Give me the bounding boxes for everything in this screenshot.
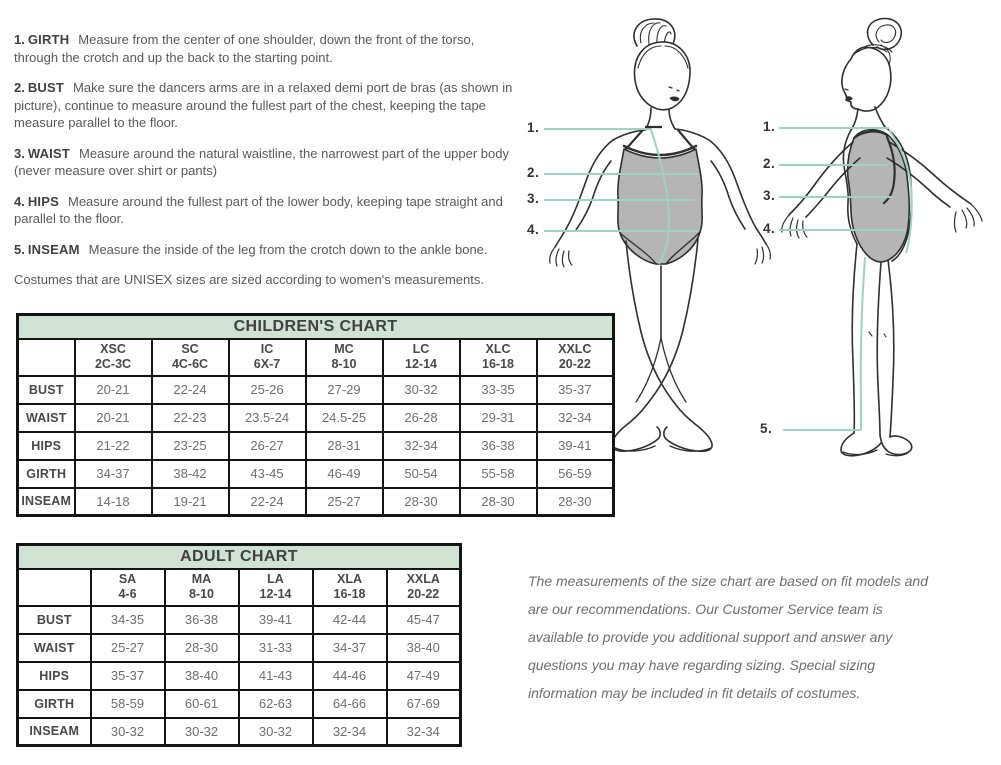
table-cell: 28-30 xyxy=(537,488,614,516)
table-cell: 38-40 xyxy=(165,662,239,690)
front-callout-1: 1. xyxy=(527,120,540,135)
instruction-text: Measure around the natural waistline, the narrowest part of the upper body (never measure over shirt or pants) xyxy=(14,145,509,178)
size-code: LA xyxy=(267,572,284,586)
size-code: SA xyxy=(118,572,137,586)
column-header xyxy=(152,339,229,376)
table-cell: 64-66 xyxy=(313,690,387,718)
row-label: HIPS xyxy=(18,662,91,690)
size-range: 4-6 xyxy=(118,587,137,601)
table-cell: 30-32 xyxy=(239,718,313,746)
size-range: 20-22 xyxy=(407,587,440,601)
instruction-number: 5. xyxy=(14,241,25,257)
instruction-text: Measure around the fullest part of the lower body, keeping tape straight and parallel to the floor. xyxy=(14,193,503,226)
front-callout-2: 2. xyxy=(527,165,540,180)
table-row-girth xyxy=(18,460,614,488)
row-label: WAIST xyxy=(18,404,75,432)
size-range: 2C-3C xyxy=(94,357,132,371)
column-header xyxy=(165,569,239,606)
row-label: WAIST xyxy=(18,634,91,662)
table-row-hips xyxy=(18,662,461,690)
table-cell: 41-43 xyxy=(239,662,313,690)
column-header xyxy=(383,339,460,376)
table-cell: 32-34 xyxy=(387,718,461,746)
corner-cell xyxy=(18,339,75,376)
size-range: 16-18 xyxy=(482,357,514,371)
side-head xyxy=(842,47,891,111)
table-cell: 14-18 xyxy=(75,488,152,516)
adult-chart-header-row xyxy=(18,569,461,606)
instruction-hips xyxy=(14,193,518,228)
column-header xyxy=(91,569,165,606)
instruction-text: Make sure the dancers arms are in a relaxed demi port de bras (as shown in picture), continue to measure around the fullest part of the chest, keeping the tape measure parallel to the floor. xyxy=(14,80,513,130)
size-code: XLA xyxy=(337,572,362,586)
corner-cell xyxy=(18,569,91,606)
table-cell: 56-59 xyxy=(537,460,614,488)
adult-chart-title: ADULT CHART xyxy=(18,545,461,569)
size-code: LC xyxy=(412,342,430,356)
table-cell: 28-30 xyxy=(165,634,239,662)
instruction-label: HIPS xyxy=(27,193,59,209)
size-range: 4C-6C xyxy=(171,357,209,371)
instruction-number: 4. xyxy=(14,193,25,209)
size-code: XXLC xyxy=(558,342,592,356)
table-cell: 60-61 xyxy=(165,690,239,718)
side-callout-2: 2. xyxy=(763,156,776,171)
size-code: SC xyxy=(181,342,199,356)
table-cell: 30-32 xyxy=(165,718,239,746)
instruction-label: INSEAM xyxy=(27,241,80,257)
instruction-text: Measure the inside of the leg from the crotch down to the ankle bone. xyxy=(88,241,488,257)
table-cell: 38-42 xyxy=(152,460,229,488)
side-slipper-back xyxy=(880,435,912,455)
table-cell: 44-46 xyxy=(313,662,387,690)
front-head xyxy=(635,42,691,110)
table-cell: 47-49 xyxy=(387,662,461,690)
table-cell: 23-25 xyxy=(152,432,229,460)
table-cell: 25-27 xyxy=(306,488,383,516)
table-row-waist xyxy=(18,404,614,432)
size-range: 16-18 xyxy=(333,587,366,601)
table-cell: 28-31 xyxy=(306,432,383,460)
childrens-chart-header-row xyxy=(18,339,614,376)
table-cell: 23.5-24 xyxy=(229,404,306,432)
table-row-inseam xyxy=(18,488,614,516)
instruction-waist xyxy=(14,145,518,180)
size-range: 12-14 xyxy=(259,587,292,601)
side-callout-1: 1. xyxy=(763,119,776,134)
size-code: MA xyxy=(191,572,212,586)
table-cell: 21-22 xyxy=(75,432,152,460)
size-range: 8-10 xyxy=(331,357,357,371)
table-cell: 43-45 xyxy=(229,460,306,488)
table-cell: 32-34 xyxy=(383,432,460,460)
table-cell: 39-41 xyxy=(537,432,614,460)
table-cell: 36-38 xyxy=(460,432,537,460)
unisex-note: Costumes that are UNISEX sizes are sized according to women's measurements. xyxy=(14,272,484,287)
front-callout-3: 3. xyxy=(527,191,540,206)
instruction-bust xyxy=(14,79,518,132)
size-range: 12-14 xyxy=(405,357,437,371)
table-cell: 67-69 xyxy=(387,690,461,718)
row-label: GIRTH xyxy=(18,690,91,718)
childrens-chart-title: CHILDREN'S CHART xyxy=(18,315,614,339)
table-cell: 30-32 xyxy=(91,718,165,746)
size-code: IC xyxy=(260,342,274,356)
column-header xyxy=(229,339,306,376)
side-slipper-front xyxy=(841,433,881,456)
table-cell: 39-41 xyxy=(239,606,313,634)
table-row-inseam xyxy=(18,718,461,746)
table-cell: 27-29 xyxy=(306,376,383,404)
table-cell: 22-24 xyxy=(152,376,229,404)
side-callout-5: 5. xyxy=(760,421,773,436)
size-code: XLC xyxy=(485,342,511,356)
table-row-girth xyxy=(18,690,461,718)
row-label: GIRTH xyxy=(18,460,75,488)
table-cell: 32-34 xyxy=(537,404,614,432)
instruction-label: GIRTH xyxy=(27,32,70,47)
childrens-size-chart xyxy=(16,313,615,517)
table-row-bust xyxy=(18,376,614,404)
column-header xyxy=(537,339,614,376)
column-header xyxy=(75,339,152,376)
table-cell: 28-30 xyxy=(460,488,537,516)
table-cell: 46-49 xyxy=(306,460,383,488)
instruction-number: 2. xyxy=(14,80,25,95)
sizing-footnote: The measurements of the size chart are based on fit models and are our recommendations. Our Customer Service team is available to provide you additional support and answer any questions you may have regarding sizing. Special sizing information may be included in fit details of costumes. xyxy=(528,573,928,701)
column-header xyxy=(460,339,537,376)
table-cell: 22-23 xyxy=(152,404,229,432)
instruction-label: WAIST xyxy=(27,145,71,161)
table-cell: 42-44 xyxy=(313,606,387,634)
size-code: MC xyxy=(334,342,354,356)
table-cell: 33-35 xyxy=(460,376,537,404)
table-cell: 55-58 xyxy=(460,460,537,488)
front-leotard xyxy=(618,149,702,264)
adult-size-chart xyxy=(16,543,462,747)
size-code: XSC xyxy=(100,342,126,356)
table-cell: 35-37 xyxy=(537,376,614,404)
dancer-side-drawing xyxy=(782,19,982,456)
table-cell: 50-54 xyxy=(383,460,460,488)
table-cell: 62-63 xyxy=(239,690,313,718)
instruction-number: 3. xyxy=(14,145,25,161)
instruction-text: Measure from the center of one shoulder, down the front of the torso, through the crotch and up the back to the starting point. xyxy=(14,32,475,65)
row-label: BUST xyxy=(18,376,75,404)
table-cell: 32-34 xyxy=(313,718,387,746)
table-cell: 26-28 xyxy=(383,404,460,432)
table-row-bust xyxy=(18,606,461,634)
size-range: 8-10 xyxy=(188,587,215,601)
column-header xyxy=(306,339,383,376)
column-header xyxy=(313,569,387,606)
table-cell: 45-47 xyxy=(387,606,461,634)
table-cell: 26-27 xyxy=(229,432,306,460)
front-callout-4: 4. xyxy=(527,222,540,237)
instruction-label: BUST xyxy=(27,80,65,95)
table-cell: 28-30 xyxy=(383,488,460,516)
table-cell: 34-37 xyxy=(75,460,152,488)
table-cell: 36-38 xyxy=(165,606,239,634)
table-cell: 25-27 xyxy=(91,634,165,662)
column-header xyxy=(387,569,461,606)
size-range: 6X-7 xyxy=(253,357,281,371)
column-header xyxy=(239,569,313,606)
table-cell: 20-21 xyxy=(75,376,152,404)
table-cell: 22-24 xyxy=(229,488,306,516)
side-callout-4: 4. xyxy=(763,221,776,236)
row-label: INSEAM xyxy=(18,488,75,516)
side-inseam-line xyxy=(861,257,865,430)
side-callout-3: 3. xyxy=(763,188,776,203)
measurement-instructions xyxy=(14,31,518,302)
table-cell: 20-21 xyxy=(75,404,152,432)
row-label: HIPS xyxy=(18,432,75,460)
instruction-number: 1. xyxy=(14,32,25,47)
table-cell: 34-35 xyxy=(91,606,165,634)
table-cell: 58-59 xyxy=(91,690,165,718)
instruction-inseam xyxy=(14,241,518,259)
table-cell: 38-40 xyxy=(387,634,461,662)
table-cell: 35-37 xyxy=(91,662,165,690)
table-cell: 29-31 xyxy=(460,404,537,432)
row-label: INSEAM xyxy=(18,718,91,746)
table-cell: 31-33 xyxy=(239,634,313,662)
size-code: XXLA xyxy=(406,572,440,586)
table-cell: 30-32 xyxy=(383,376,460,404)
instruction-girth xyxy=(14,31,518,66)
size-range: 20-22 xyxy=(558,357,591,371)
table-cell: 25-26 xyxy=(229,376,306,404)
table-cell: 24.5-25 xyxy=(306,404,383,432)
table-cell: 19-21 xyxy=(152,488,229,516)
row-label: BUST xyxy=(18,606,91,634)
table-row-hips xyxy=(18,432,614,460)
table-cell: 34-37 xyxy=(313,634,387,662)
table-row-waist xyxy=(18,634,461,662)
